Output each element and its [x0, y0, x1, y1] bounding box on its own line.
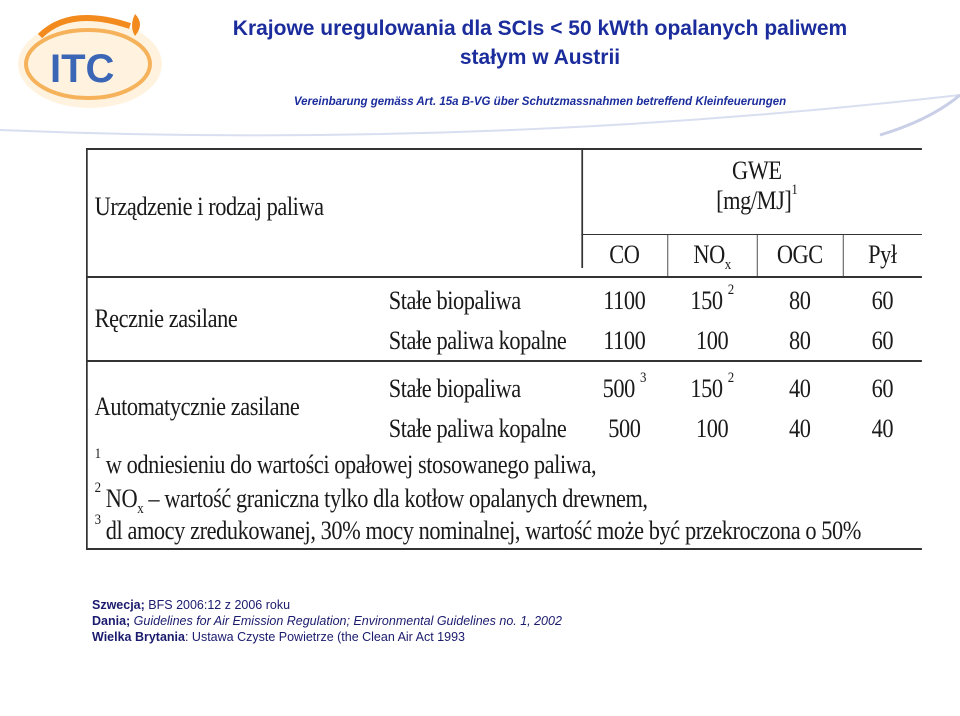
unit-label: $[mg/MJ]^1$ — [716, 182, 798, 215]
value-pyl: 60 — [871, 374, 894, 403]
value-nox: 100 — [695, 326, 729, 355]
col-header-nox: $NO_x$ — [693, 240, 731, 274]
subheader-line — [581, 234, 922, 235]
value-co: 1100 — [603, 286, 646, 315]
table-bottom-line — [86, 548, 922, 550]
fuel-label: Stałe biopaliwa — [388, 374, 521, 403]
value-nox: 150 $^2$ — [690, 370, 734, 403]
page-title — [180, 14, 900, 72]
table-left-border — [86, 148, 88, 550]
value-pyl: 60 — [871, 286, 894, 315]
value-pyl: 40 — [871, 414, 894, 443]
value-ogc: 80 — [789, 326, 811, 355]
fuel-label: Stałe biopaliwa — [388, 286, 521, 315]
group-label-automatic: Automatycznie zasilane — [94, 392, 300, 421]
header-device-fuel: Urządzenie i rodzaj paliwa — [94, 192, 324, 221]
value-co: 1100 — [603, 326, 646, 355]
table-top-line — [86, 148, 922, 150]
fuel-label: Stałe paliwa kopalne — [388, 326, 567, 355]
emission-limits-table — [86, 148, 897, 550]
value-co: 500 $^3$ — [602, 370, 647, 403]
value-nox: 100 — [695, 414, 729, 443]
value-co: 500 — [608, 414, 641, 443]
page-title-line2: stałym w Austrii — [459, 46, 621, 69]
value-nox: 150 $^2$ — [690, 282, 734, 315]
page-title-line1: Krajowe uregulowania dla SCIs < 50 kWth opalanych paliwem — [232, 17, 848, 40]
header-bottom-line — [86, 276, 922, 278]
page-subtitle: Vereinbarung gemäss Art. 15a B-VG über Schutzmassnahmen betreffend Kleinfeuerungen — [293, 96, 787, 108]
itc-logo — [10, 6, 180, 116]
value-ogc: 80 — [789, 286, 811, 315]
value-pyl: 60 — [871, 326, 894, 355]
gwe-label: GWE — [731, 156, 782, 185]
svg-text:ITC: ITC — [50, 47, 115, 91]
value-ogc: 40 — [789, 374, 811, 403]
col-header-ogc: OGC — [776, 240, 823, 269]
group-divider-line — [86, 360, 922, 362]
sources-list — [92, 597, 562, 645]
value-ogc: 40 — [789, 414, 811, 443]
source-line: Wielka Brytania: Ustawa Czyste Powietrze (the Clean Air Act 1993 — [92, 630, 465, 644]
col-header-co: CO — [609, 240, 640, 269]
fuel-label: Stałe paliwa kopalne — [388, 414, 567, 443]
col-header-pyl: Pył — [868, 240, 897, 269]
group-label-manual: Ręcznie zasilane — [94, 304, 238, 333]
footnote-3: $^3$ dl amocy zredukowanej, 30% mocy nominalnej, wartość może być przekroczona o 50% — [94, 512, 861, 545]
footnote-2: $^2$ $NO_x$ – wartość graniczna tylko dla kotłow opalanych drewnem, — [94, 480, 648, 518]
source-line: Dania; Guidelines for Air Emission Regulation; Environmental Guidelines no. 1, 2002 — [92, 614, 562, 628]
footnote-1: $^1$ w odniesieniu do wartości opałowej stosowanego paliwa, — [94, 446, 597, 479]
source-line: Szwecja; BFS 2006:12 z 2006 roku — [92, 598, 291, 612]
